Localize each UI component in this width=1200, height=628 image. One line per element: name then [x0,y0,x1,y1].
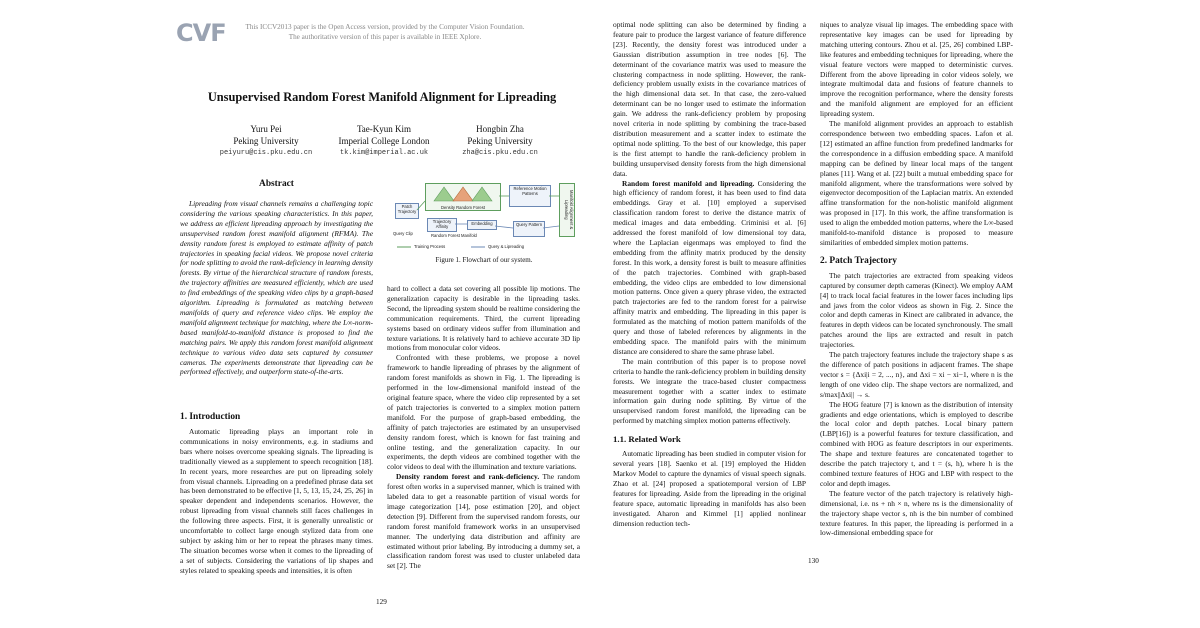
author-affiliation: Imperial College London [338,136,430,146]
right-page-left-column [613,20,806,528]
notice-line-2: The authoritative version of this paper is available in IEEE Xplore. [288,33,482,41]
paper-title: Unsupervised Random Forest Manifold Alignment for Lipreading [207,90,557,104]
author-email: peiyuru@cis.pku.edu.cn [219,149,313,157]
author-block [430,123,570,159]
patch-trajectory-box: Patch Trajectory [395,203,419,219]
author-name: Tae-Kyun Kim [356,124,412,134]
paragraph-forest-manifold [613,179,806,357]
paragraph: niques to analyze visual lip images. The embedding space with representative key images can be used for lipreading by matching uttering contours. Zhou et al. [25, 26] combined LBP-like features and embedding techniques for lipreading, where the visual feature vectors were mapped to deterministic curves. Different from the above lipreading in color videos solely, we integrate multimodal data and fusions of feature channels to improve the recognition performance, where the density forests and the manifold alignment are employed for an efficient lipreading system. [820,20,1013,119]
paragraph-body: Considering the high efficiency of random forest, it has been used to find data embeddings. Gray et al. [10] employed a supervised classification random forest to derive the distance matrix of medical images and data embedding. Criminisi et al. [6] addressed the forest manifold of low dimensional toy data, where the Laplacian eigenmaps was employed to find the embedding from the affinity matrix produced by the density forest. In this work, a density forest is built to measure affinities of the patch trajectories. Combined with graph-based embedding, the video clips are embedded to low dimensional motion patterns. Once given a query phrase video, the extracted patch trajectories are fed to the random forest for a pairwise affinity matrix and embedding. The lipreading in this paper is formulated as the matching of motion pattern manifolds of the query and those of labeled references by alignments in the embedding space. The manifold pairs with the minimum distance are considered to share the same phrase label. [613,178,807,356]
paragraph: The manifold alignment provides an approach to establish correspondence between two embedding spaces. Lafon et al. [12] estimated an affine function from predefined landmarks for the correspondence in a diffusion embedding space. A manifold mapping can be defined by linear local maps of the tangent planes [11]. Wang et al. [22] built a mutual embedding space for manifold alignment, where the transformations were solved by eigenvector decomposition of the Laplacian matrix. An extended affine transformation for the non-holistic manifold alignment was proposed in [17]. In this work, the affine transformation is used to align the embedded motion patterns, where the L∞-based manifold-to-manifold distance is proposed to measure similarities of embedded simplex motion patterns. [820,119,1013,247]
paragraph: The HOG feature [7] is known as the distribution of intensity gradients and edge orientations, which is employed to describe the local color and depth patches. Local binary pattern (LBP[16]) is a powerful features for texture classification, and combined with HOG as feature descriptors in our experiments. The shape and texture features are concatenated together to describe the patch trajectory t, and t = (s, h), where h is the combined texture features of HOG and LBP with respect to the color and depth images. [820,399,1013,488]
intro-paragraph: hard to collect a data set covering all possible lip motions. The generalization capacity is desirable in the lipreading tasks. Second, the lipreading system should be realtime considering the communication requirements. Third, the current lipreading systems based on ordinary videos suffer from illumination and texture variations. It is relatively hard to achieve accurate 3D lip motions from monocular color videos. [387,284,580,353]
query-pattern-box: Query Pattern [513,221,545,237]
author-affiliation: Peking University [233,136,299,146]
legend-query: Query & Lipreading [488,244,525,249]
right-page-right-column [820,20,1013,538]
cvf-logo: CVF [176,19,226,47]
embedding-box: Embedding [467,220,497,230]
runin-heading: Density random forest and rank-deficiency. [396,472,540,482]
author-email: zha@cis.pku.edu.cn [462,149,538,157]
legend-training: Training Process [414,244,446,249]
notice-line-1: This ICCV2013 paper is the Open Access version, provided by the Computer Vision Foundation. [245,23,525,31]
intro-paragraph: Automatic lipreading plays an important role in communications in noisy environments, e.g. in stadiums and bars where noises overcome speaking signals. The lipreading is traditionally viewed as a supplement to speech recognition [18]. In recent years, more researches are put on lipreading solely from visual channels. Lipreading on a predefined phrase data set has been demonstrated to be effective [1, 5, 13, 15, 24, 25, 26] in speaker dependent and independents scenarios. However, the robust lipreading from visual channels still faces challenges in the following three aspects. First, it is generally unrealistic or uncomfortable to collect large enough stylized data from one subject by asking him or her to repeat the phrases many times. The situation becomes worse when it comes to the lipreading of a set of subjects. Considering the variations of lip shapes and styles related to speaking speeds and intensities, it is often [180,427,373,575]
left-page-right-column [387,284,580,571]
density-forest-label: Density Random Forest [441,205,485,210]
author-email: tk.kim@imperial.ac.uk [339,149,429,157]
paragraph: The main contribution of this paper is to propose novel criteria to handle the rank-deficiency problem in building density forests. We integrate the trace-based cluster compactness measurement together with a scatter index to estimate information gain during node splitting. By virtue of the unsupervised random forest manifold, the lipreading can be performed by matching simplex motion patterns effectively. [613,356,806,426]
author-name: Hongbin Zha [476,124,524,134]
paragraph: The patch trajectories are extracted from speaking videos captured by consumer depth cameras (Kinect). We employ AAM [4] to track local facial features in the lower faces including lips and jaws from the color videos as shown in Fig. 2. Since the color and depth cameras in Kinect are calibrated in advance, the features in depth videos can be located synchronously. The small patches around the lips are extracted and result in patch trajectories. [820,270,1013,350]
page-number: 129 [376,598,387,606]
alignment-box: Manifold Alignment & Lipreading [559,183,575,237]
paragraph-body: The random forest often works in a supervised manner, which is trained with labeled data to get a reasonable partition of visual words for image categorization [14], pose estimation [20], and object detection [9]. Different from the supervised random forests, our random forest manifold framework works in an unsupervised manner. The underlying data distribution and affinity are estimated without prior labeling. By introducing a dummy set, a classification random forest was used to cluster unlabeled data set [2]. The [387,472,580,571]
flow-arrows [387,181,581,253]
page-number: 130 [808,557,819,565]
manifold-label: Random Forest Manifold [431,233,477,238]
author-affiliation: Peking University [467,136,533,146]
paragraph: The patch trajectory features include the trajectory shape s as the difference of patch positions in adjacent frames. The shape vector s = {Δxi|i = 2, ..., n}, and Δxi = xi − xi−1, where n is the length of one video clip. The shape vectors are normalized, and s/max||Δxi|| → s. [820,350,1013,399]
intro-column [180,411,373,576]
patch-trajectory-heading: 2. Patch Trajectory [820,255,897,266]
abstract-text: Lipreading from visual channels remains a challenging topic considering the various speaking characteristics. In this paper, we address an efficient lipreading approach by investigating the unsupervised random forest manifold alignment (RFMA). The density random forest is employed to estimate affinity of patch trajectories in speaking facial videos. We propose novel criteria for node splitting to avoid the rank-deficiency in learning density forests. By virtue of the hierarchical structure of random forests, the trajectory affinities are measured efficiently, which are used to find embeddings of the speaking video clips by a graph-based algorithm. Lipreading is formulated as matching between manifolds of query and reference video clips. We employ the manifold alignment technique for matching, where the L∞-norm-based manifold-to-manifold distance is proposed to find the matching pairs. We apply this random forest manifold alignment technique to various video data sets captured by consumer cameras. The experiments demonstrate that lipreading can be performed effectively, and outperform state-of-the-arts. [180,199,373,377]
abstract-heading: Abstract [259,179,294,189]
paragraph: The feature vector of the patch trajectory is relatively high-dimensional, i.e. ns + nh × n, where ns is the dimensionality of the trajectory shape vector s, nh is the bin number of combined texture features. In this paper, the lipreading is performed in a low-dimensional embedding space for [820,488,1013,538]
figure-1-caption: Figure 1. Flowchart of our system. [435,256,533,264]
query-clip-label: Query Clip [393,231,413,236]
reference-patterns-box: Reference Motion Patterns [509,185,551,207]
trajectory-affinity-box: Trajectory Affinity [427,218,457,232]
intro-heading: 1. Introduction [180,412,241,422]
intro-paragraph-rank-deficiency [387,472,580,571]
author-name: Yuru Pei [250,124,282,134]
related-work-heading: 1.1. Related Work [613,434,681,445]
right-page [600,0,1200,628]
runin-heading: Random forest manifold and lipreading. [622,178,755,188]
intro-paragraph: Confronted with these problems, we propose a novel framework to handle lipreading of phrases by the alignment of random forest manifolds as shown in Fig. 1. The lipreading is performed in the low-dimensional manifold instead of the original feature space, where the video clip represented by a set of patch trajectories is converted to a simplex motion pattern manifold. For the purpose of graph-based embedding, the affinity of patch trajectories are estimated by an unsupervised density random forest, which is known for fast training and online testing, and the generalization capacity. In our experiments, the depth videos are combined together with the color videos to deal with the illumination and texture variations. [387,353,580,472]
paragraph: optimal node splitting can also be determined by finding a feature pair to produce the largest variance of feature difference [23]. Recently, the density forest was introduced under a Gaussian distribution assumption in tree nodes [6]. The determinant of the covariance matrix was used to measure the clustering compactness in node splitting. However, the rank-deficiency problem usually exists in the covariance matrices of the high dimensional data set. In that case, the zero-valued determinant can be no longer used to estimate the information gain. We address the rank-deficiency problem by proposing novel criteria in node splitting by combining the trace-based distribution measurement and a scatter index to estimate the optimal node splitting. To the best of our knowledge, this paper is the first attempt to handle the rank-deficiency problem in building unsupervised density forests from the high dimensional data. [613,20,806,178]
paragraph: Automatic lipreading has been studied in computer vision for several years [18]. Saenko et al. [19] employed the Hidden Markov Model to capture the dynamics of visual speech signals. Zhao et al. [24] proposed a spatiotemporal version of LBP features for lipreading. Aside from the lipreading in the original feature space, automatic lipreading in manifolds has also been investigated. Aharon and Kimmel [1] applied nonlinear dimension reduction tech- [613,449,806,528]
figure-1-flowchart [387,181,581,253]
open-access-notice [215,22,555,42]
